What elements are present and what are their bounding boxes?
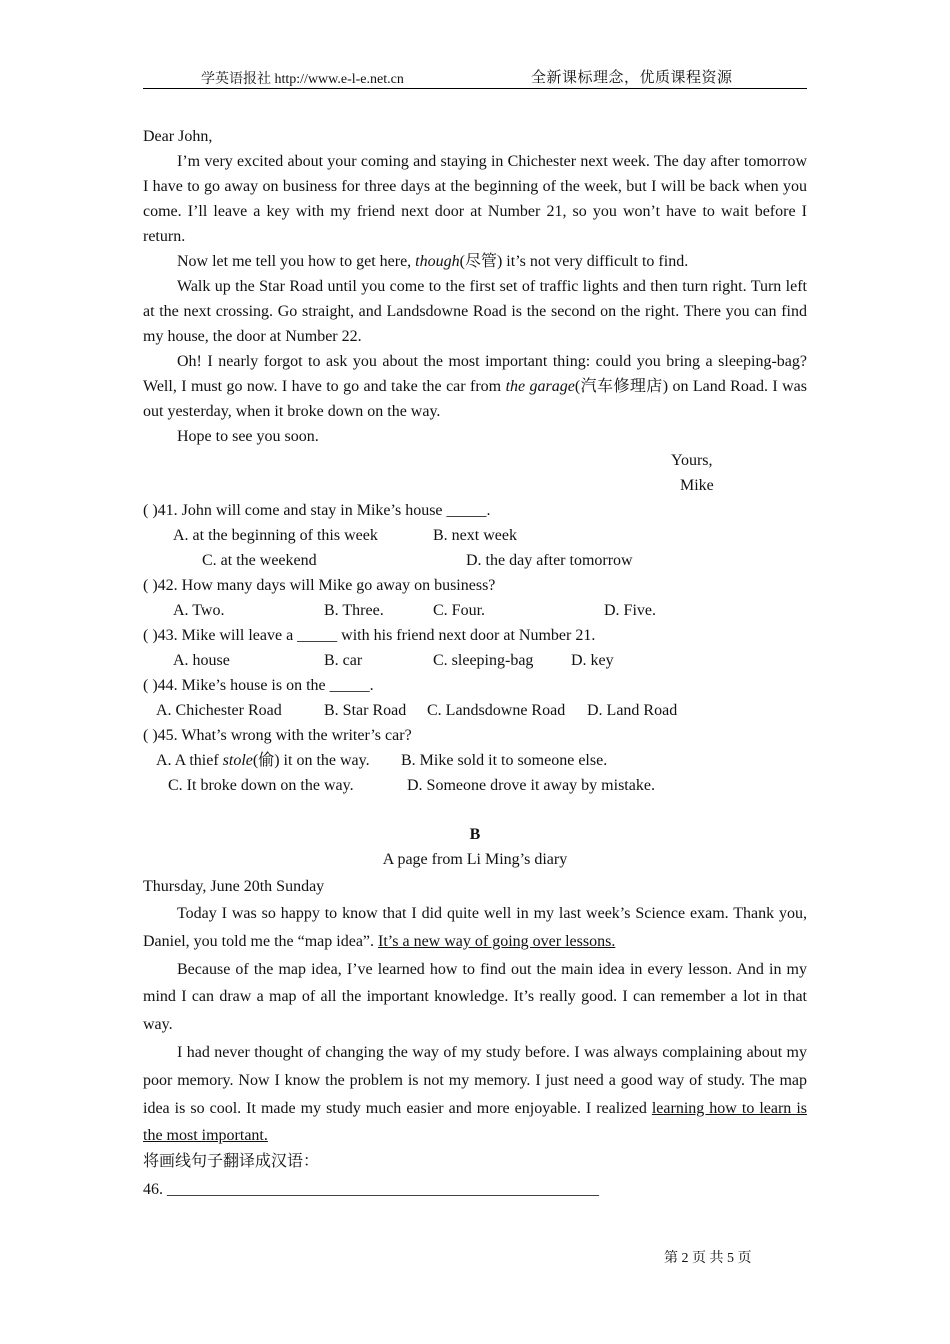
section-b-label: B	[469, 826, 481, 843]
question-45-option-a: A. A thief stole(偷) it on the way.	[156, 752, 370, 769]
underlined-sentence-2: learning how to learn is the most important.	[143, 1099, 807, 1145]
page-number: 第 2 页 共 5 页	[664, 1251, 752, 1266]
underlined-sentence-1: It’s a new way of going over lessons.	[378, 932, 616, 950]
question-42: ( )42. How many days will Mike go away on business?	[143, 577, 496, 594]
section-b-title: A page from Li Ming’s diary	[382, 851, 568, 868]
question-44-option-c: C. Landsdowne Road	[427, 702, 566, 719]
question-43: ( )43. Mike will leave a _____ with his friend next door at Number 21.	[143, 627, 596, 644]
letter-paragraph-5: Hope to see you soon.	[177, 428, 319, 445]
letter-paragraph-1: I’m very excited about your coming and staying in Chichester next week. The day after tomorrow I have to go away on business for three days at the beginning of the week, but I will be back when you come. I’ll leave a key with my friend next door at Number 21, so you won’t have to wait before I return.	[143, 153, 807, 245]
question-42-option-c: C. Four.	[433, 602, 486, 619]
question-42-option-d: D. Five.	[604, 602, 656, 619]
question-42-option-a: A. Two.	[173, 602, 225, 619]
question-42-option-b: B. Three.	[324, 602, 384, 619]
question-43-option-b: B. car	[324, 652, 363, 669]
diary-paragraph-3: I had never thought of changing the way of my study before. I was always complaining about my poor memory. Now I know the problem is not my memory. I just need a good way of study. The map idea is so cool. It made my study much easier and more enjoyable. I realized learning how to learn is the most important.	[143, 1043, 807, 1145]
page-header	[143, 66, 807, 89]
question-41-option-b: B. next week	[433, 527, 517, 544]
letter-body	[143, 149, 807, 449]
question-41-option-d: D. the day after tomorrow	[466, 552, 633, 569]
word-though: though	[415, 253, 460, 270]
question-41-option-c: C. at the weekend	[202, 552, 317, 569]
header-slogan: 全新课标理念，优质课程资源	[531, 70, 733, 86]
letter-paragraph-2: Now let me tell you how to get here, though(尽管) it’s not very difficult to find.	[177, 253, 689, 270]
diary-paragraph-1: Today I was so happy to know that I did quite well in my last week’s Science exam. Thank you, Daniel, you told me the “map idea”. It’s a new way of going over lessons.	[143, 905, 807, 950]
header-publisher: 学英语报社 http://www.e-l-e.net.cn	[201, 72, 404, 87]
letter-closing: Yours,	[671, 452, 713, 469]
letter-paragraph-3: Walk up the Star Road until you come to the first set of traffic lights and then turn right. Turn left at the next crossing. Go straight, and Landsdowne Road is the second on the right. There you can find my house, the door at Number 22.	[143, 278, 807, 345]
question-43-option-d: D. key	[571, 652, 614, 669]
diary-body	[143, 900, 807, 1150]
question-45-option-c: C. It broke down on the way.	[168, 777, 354, 794]
letter-signature: Mike	[680, 477, 714, 494]
diary-paragraph-2: Because of the map idea, I’ve learned how to find out the main idea in every lesson. And in my mind I can draw a map of all the important knowledge. It’s really good. I can remember a lot in that way.	[143, 960, 807, 1034]
question-41: ( )41. John will come and stay in Mike’s house _____.	[143, 502, 491, 519]
diary-date: Thursday, June 20th Sunday	[143, 878, 325, 895]
question-45-option-b: B. Mike sold it to someone else.	[401, 752, 608, 769]
question-43-option-c: C. sleeping-bag	[433, 652, 534, 669]
question-45: ( )45. What’s wrong with the writer’s car?	[143, 727, 412, 744]
question-44-option-a: A. Chichester Road	[156, 702, 282, 719]
word-stole: stole	[222, 752, 253, 769]
question-44-option-d: D. Land Road	[587, 702, 678, 719]
translation-instruction: 将画线句子翻译成汉语：	[143, 1153, 320, 1170]
question-41-option-a: A. at the beginning of this week	[173, 527, 378, 544]
letter-paragraph-4: Oh! I nearly forgot to ask you about the most important thing: could you bring a sleeping-bag? Well, I must go now. I have to go and take the car from the garage(汽车修理店) on Land Road. I was out yesterday, when it broke down on the way.	[143, 353, 808, 420]
question-43-option-a: A. house	[173, 652, 230, 669]
question-45-option-d: D. Someone drove it away by mistake.	[407, 777, 655, 794]
letter-greeting: Dear John,	[143, 128, 213, 145]
question-46-answer-line: 46. ______________________________________________________	[143, 1181, 599, 1198]
question-44: ( )44. Mike’s house is on the _____.	[143, 677, 374, 694]
word-garage: the garage	[505, 378, 575, 395]
question-44-option-b: B. Star Road	[324, 702, 407, 719]
